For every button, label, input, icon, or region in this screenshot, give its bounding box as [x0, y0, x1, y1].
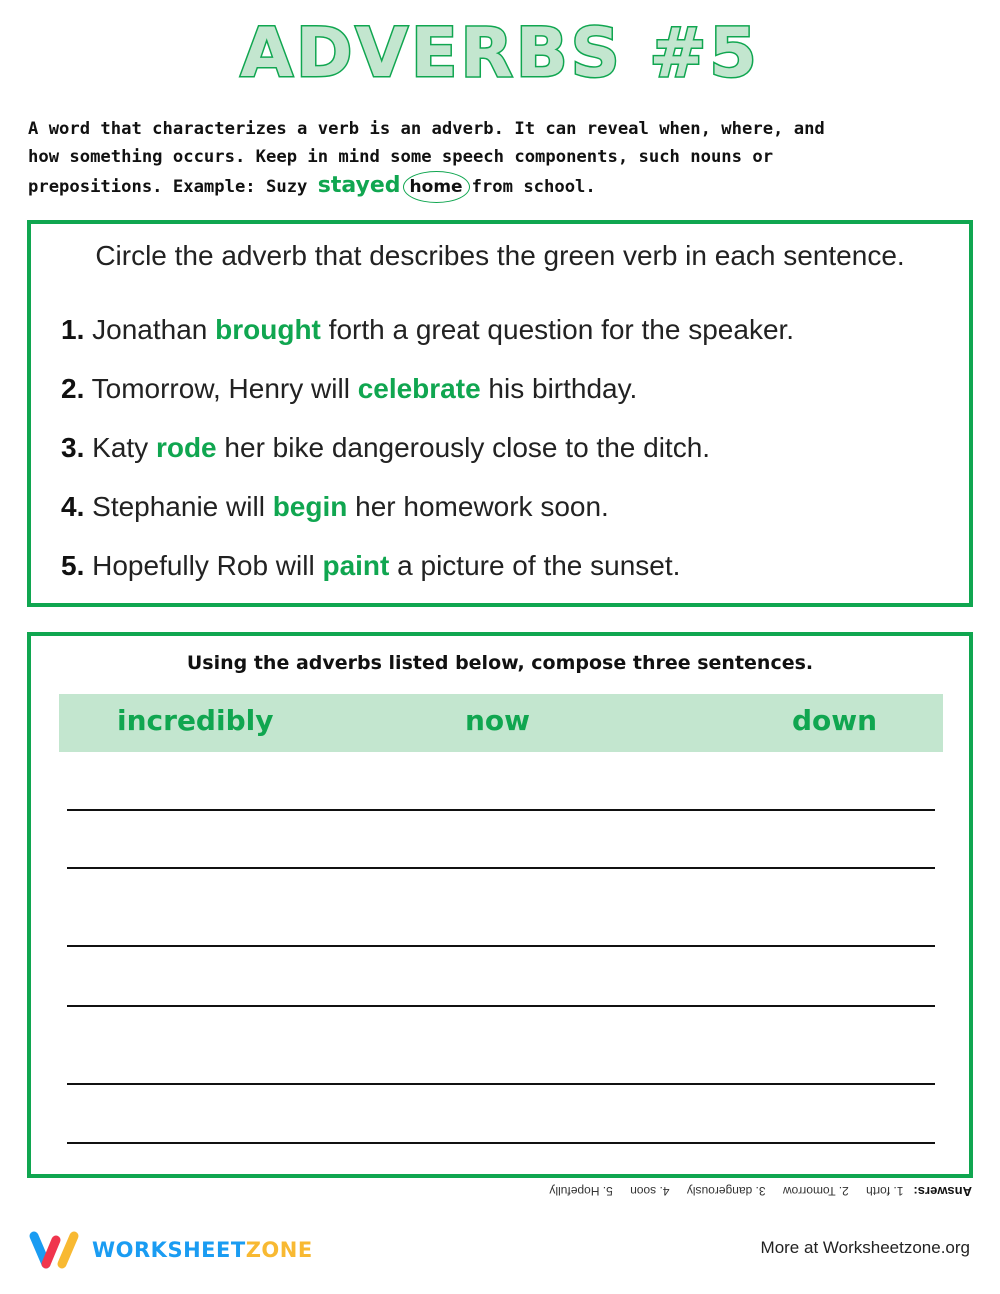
answer-item: 2. Tomorrow [782, 1184, 849, 1198]
worksheetzone-w-icon [26, 1228, 84, 1272]
item-text-before[interactable]: Hopefully Rob will [84, 550, 323, 581]
answer-item: 5. Hopefully [549, 1184, 613, 1198]
worksheet-title: ADVERBS #5 [240, 14, 760, 93]
item-number: 5. [61, 550, 85, 581]
intro-line-3-suffix: from school. [471, 177, 596, 197]
circle-adverb-section [27, 220, 973, 607]
answer-item: 1. forth [866, 1184, 904, 1198]
writing-line[interactable] [67, 945, 935, 947]
answer-item: 4. soon [630, 1184, 670, 1198]
word-bank-item: down [792, 704, 878, 737]
item-text-after[interactable]: forth a great question for the speaker. [320, 314, 795, 345]
item-text-after: a picture of the sunset. [389, 550, 681, 581]
item-number: 1. [61, 314, 85, 345]
writing-line[interactable] [67, 1083, 935, 1085]
item-number: 2. [61, 373, 85, 404]
intro-line-3 [28, 171, 978, 203]
brand-part-2: ZONE [245, 1238, 313, 1262]
item-text-before: Katy [84, 432, 156, 463]
item-text-after[interactable]: her homework soon. [347, 491, 609, 522]
more-at-link[interactable]: More at Worksheetzone.org [760, 1238, 970, 1257]
sentence-item [61, 432, 710, 464]
green-verb: celebrate [357, 373, 481, 404]
intro-paragraph [28, 116, 978, 203]
upside-down-answer-key [549, 1180, 972, 1202]
item-text-after[interactable]: her bike dangerously close to the ditch. [216, 432, 711, 463]
item-text-before: Stephanie will [84, 491, 273, 522]
brand-part-1: WORKSHEET [92, 1238, 246, 1262]
answers-label: Answers: [913, 1184, 972, 1199]
worksheetzone-logo[interactable] [26, 1228, 313, 1272]
green-verb: begin [272, 491, 348, 522]
section2-instruction: Using the adverbs listed below, compose three sentences. [186, 652, 814, 674]
green-verb: brought [215, 314, 321, 345]
answer-item: 3. dangerously [686, 1184, 766, 1198]
word-bank [59, 694, 943, 752]
section1-instruction: Circle the adverb that describes the green verb in each sentence. [95, 240, 905, 271]
item-number: 3. [61, 432, 85, 463]
writing-line[interactable] [67, 1005, 935, 1007]
item-text-before: Jonathan [84, 314, 216, 345]
intro-line-2: how something occurs. Keep in mind some speech components, such nouns or [28, 146, 774, 167]
item-text-after: his birthday. [480, 373, 638, 404]
green-verb: paint [322, 550, 390, 581]
sentence-item [61, 373, 637, 405]
example-adverb-circled: home [403, 171, 470, 203]
intro-line-3-prefix: prepositions. Example: Suzy [28, 177, 318, 197]
sentence-item [61, 491, 609, 523]
green-verb: rode [155, 432, 217, 463]
word-bank-item: now [465, 704, 531, 737]
word-bank-item: incredibly [117, 704, 274, 737]
item-number: 4. [61, 491, 85, 522]
brand-name [92, 1238, 313, 1262]
compose-sentences-section [27, 632, 973, 1178]
example-verb: stayed [317, 173, 401, 198]
intro-line-1: A word that characterizes a verb is an adverb. It can reveal when, where, and [28, 119, 825, 139]
writing-line[interactable] [67, 1142, 935, 1144]
writing-line[interactable] [67, 809, 935, 811]
sentence-item [61, 314, 794, 346]
sentence-item [61, 550, 680, 582]
writing-line[interactable] [67, 867, 935, 869]
item-text-before[interactable]: Tomorrow, Henry will [84, 373, 358, 404]
